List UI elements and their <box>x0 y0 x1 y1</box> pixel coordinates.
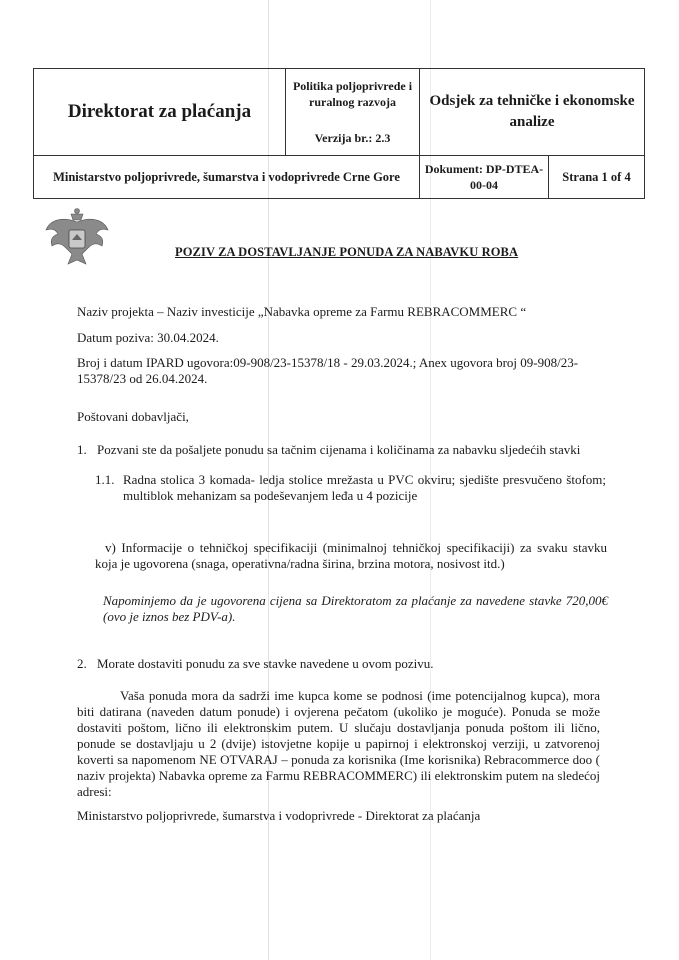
list-number: 2. <box>77 656 87 671</box>
contract-info-line-1: Broj i datum IPARD ugovora:09-908/23-15378/18 - 29.03.2024.; Anex ugovora broj 09-908/23- <box>77 355 579 370</box>
project-name-line: Naziv projekta – Naziv investicije „Nabavka opreme za Farmu REBRACOMMERC “ <box>77 304 527 319</box>
section-name: Odsjek za tehničke i ekonomske analize <box>429 93 635 130</box>
technical-spec-paragraph: v) Informacije o tehničkoj specifikaciji (minimalnoj tehničkoj specifikaciji) za svaku stavku koja je ugovorena (snaga, operativna/radna širina, brzina motora, nosivost itd.) <box>95 540 607 571</box>
ministry-cell <box>34 156 420 199</box>
ministry-name: Ministarstvo poljoprivrede, šumarstva i vodoprivrede Crne Gore <box>53 169 400 184</box>
directorate-name: Direktorat za plaćanja <box>67 101 252 122</box>
list-item-2: Morate dostaviti ponudu za sve stavke navedene u ovom pozivu. <box>97 656 434 671</box>
policy-cell <box>286 69 420 156</box>
delivery-address: Ministarstvo poljoprivrede, šumarstva i vodoprivrede - Direktorat za plaćanja <box>77 808 481 823</box>
policy-name: Politika poljoprivrede i ruralnog razvoja <box>292 79 413 109</box>
list-item-1: Pozvani ste da pošaljete ponudu sa tačnim cijenama i količinama za nabavku sljedećih stavki <box>97 442 581 457</box>
document-title: POZIV ZA DOSTAVLJANJE PONUDA ZA NABAVKU ROBA <box>175 245 519 259</box>
greeting: Poštovani dobavljači, <box>77 409 189 424</box>
contract-info-line-2: 15378/23 od 26.04.2024. <box>77 371 208 386</box>
page-number: Strana 1 of 4 <box>562 169 631 184</box>
list-number: 1.1. <box>95 472 115 487</box>
list-item-1-1: Radna stolica 3 komada- ledja stolice mrežasta u PVC okviru; sjedište presvučeno štofom; multiblok mehanizam sa podeševanjem leđa u 4 pozicije <box>123 472 606 503</box>
contract-price-note: Napominjemo da je ugovorena cijena sa Direktoratom za plaćanje za navedene stavke 720,00€ (ovo je iznos bez PDV-a). <box>103 593 608 624</box>
directorate-cell <box>34 69 286 156</box>
version-label: Verzija br.: 2.3 <box>314 131 391 145</box>
list-number: 1. <box>77 442 87 457</box>
document-header-table <box>33 68 645 199</box>
document-cell <box>420 156 549 199</box>
montenegro-coat-of-arms-icon <box>42 206 112 272</box>
invitation-date: Datum poziva: 30.04.2024. <box>77 330 219 345</box>
offer-submission-paragraph: Vaša ponuda mora da sadrži ime kupca kome se podnosi (ime potencijalnog kupca), mora biti datirana (naveden datum ponude) i ovjerena pečatom (ukoliko je moguće). Ponuda se može dostaviti poštom, lično ili elektronskim putem. U slučaju dostavljanja ponuda poštom ili lično, ponude se dostavljaju u 2 (dvije) istovjetne kopije u papirnoj i elektronskoj verziji, u zatvorenoj koverti sa napomenom NE OTVARAJ – ponuda za korisnika (Ime korisnika) Rebracommerce doo ( naziv projekta) Nabavka opreme za Farmu REBRACOMMERC) ili elektronskim putem na sledećoj adresi: <box>77 688 600 799</box>
section-cell <box>420 69 645 156</box>
document-code: Dokument: DP-DTEA-00-04 <box>424 162 544 192</box>
page-cell <box>549 156 645 199</box>
